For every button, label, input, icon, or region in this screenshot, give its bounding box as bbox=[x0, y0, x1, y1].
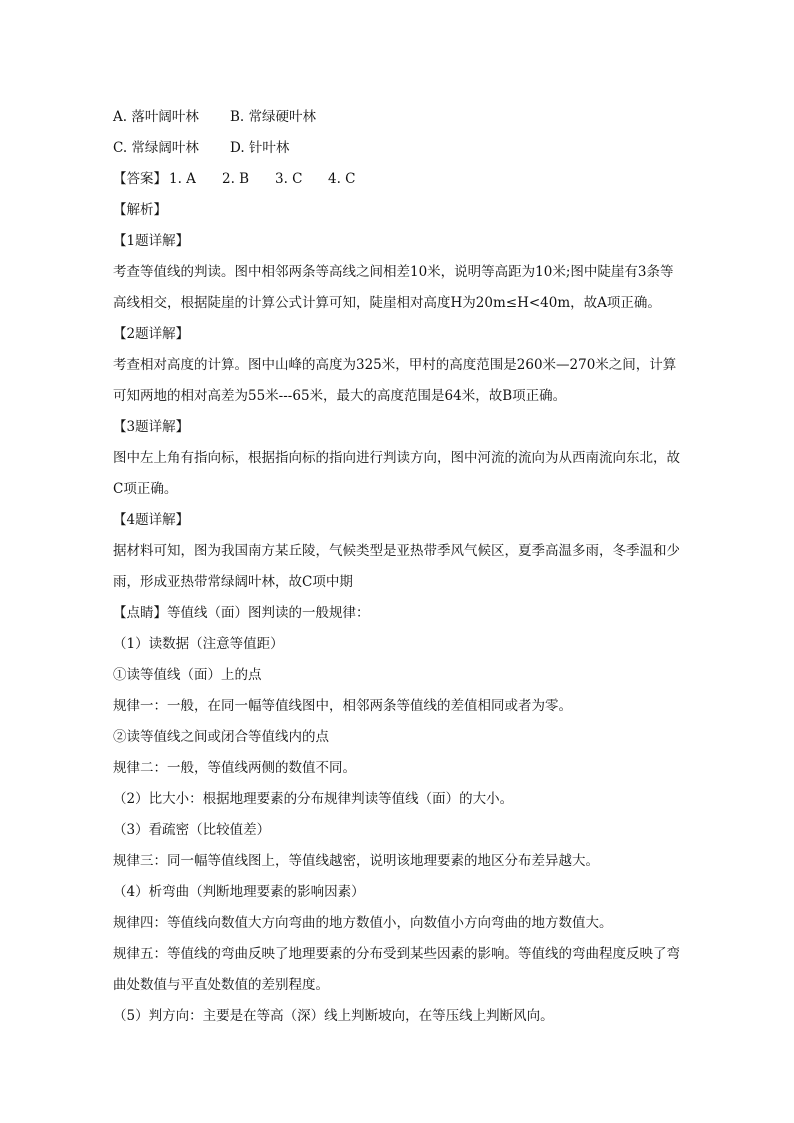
analysis-heading: 【解析】 bbox=[113, 202, 167, 218]
q1-heading: 【1题详解】 bbox=[113, 233, 190, 249]
tips-line: 规律一：一般，在同一幅等值线图中，相邻两条等值线的差值相同或者为零。 bbox=[113, 698, 572, 714]
answer-line bbox=[113, 164, 685, 195]
tips-line: 规律二：一般，等值线两侧的数值不同。 bbox=[113, 760, 356, 776]
option-b: B. 常绿硬叶林 bbox=[230, 109, 317, 125]
tips-line: （3）看疏密（比较值差） bbox=[113, 822, 271, 838]
tips-heading: 【点睛】等值线（面）图判读的一般规律： bbox=[113, 605, 370, 621]
q2-heading: 【2题详解】 bbox=[113, 326, 190, 342]
option-d: D. 针叶林 bbox=[230, 140, 290, 156]
tips-line: ②读等值线之间或闭合等值线内的点 bbox=[113, 729, 329, 745]
q3-heading: 【3题详解】 bbox=[113, 419, 190, 435]
q4-text: 据材料可知，图为我国南方某丘陵，气候类型是亚热带季风气候区，夏季高温多雨，冬季温和少雨，形成亚热带常绿阔叶林，故C项中期 bbox=[113, 543, 680, 590]
q4-heading: 【4题详解】 bbox=[113, 512, 190, 528]
answer-item: 2. B bbox=[222, 171, 250, 187]
tips-line: 规律三：同一幅等值线图上，等值线越密，说明该地理要素的地区分布差异越大。 bbox=[113, 853, 599, 869]
q2-text: 考查相对高度的计算。图中山峰的高度为325米，甲村的高度范围是260米—270米之间，计算可知两地的相对高差为55米---65米，最大的高度范围是64米，故B项正确。 bbox=[113, 357, 677, 404]
tips-line: （2）比大小：根据地理要素的分布规律判读等值线（面）的大小。 bbox=[113, 791, 514, 807]
answer-item: 1. A bbox=[169, 171, 196, 187]
tips-line: 规律四：等值线向数值大方向弯曲的地方数值小，向数值小方向弯曲的地方数值大。 bbox=[113, 915, 613, 931]
tips-line: （5）判方向：主要是在等高（深）线上判断坡向，在等压线上判断风向。 bbox=[113, 1008, 554, 1024]
tips-line: ①读等值线（面）上的点 bbox=[113, 667, 262, 683]
tips-line: （4）析弯曲（判断地理要素的影响因素） bbox=[113, 884, 365, 900]
tips-line: 规律五：等值线的弯曲反映了地理要素的分布受到某些因素的影响。等值线的弯曲程度反映了弯曲处数值与平直处数值的差别程度。 bbox=[113, 946, 680, 993]
document-body bbox=[113, 102, 685, 1032]
q1-text: 考查等值线的判读。图中相邻两条等高线之间相差10米，说明等高距为10米;图中陡崖有3条等高线相交，根据陡崖的计算公式计算可知，陡崖相对高度H为20m≤H<40m，故A项正确。 bbox=[113, 264, 674, 311]
tips-line: （1）读数据（注意等值距） bbox=[113, 636, 284, 652]
answer-item: 4. C bbox=[328, 171, 356, 187]
options-row-1 bbox=[113, 102, 685, 133]
option-c: C. 常绿阔叶林 bbox=[113, 140, 199, 156]
answer-label: 【答案】 bbox=[113, 171, 167, 187]
option-a: A. 落叶阔叶林 bbox=[113, 109, 199, 125]
options-row-2 bbox=[113, 133, 685, 164]
answer-item: 3. C bbox=[275, 171, 303, 187]
q3-text: 图中左上角有指向标，根据指向标的指向进行判读方向，图中河流的流向为从西南流向东北，故C项正确。 bbox=[113, 450, 680, 497]
